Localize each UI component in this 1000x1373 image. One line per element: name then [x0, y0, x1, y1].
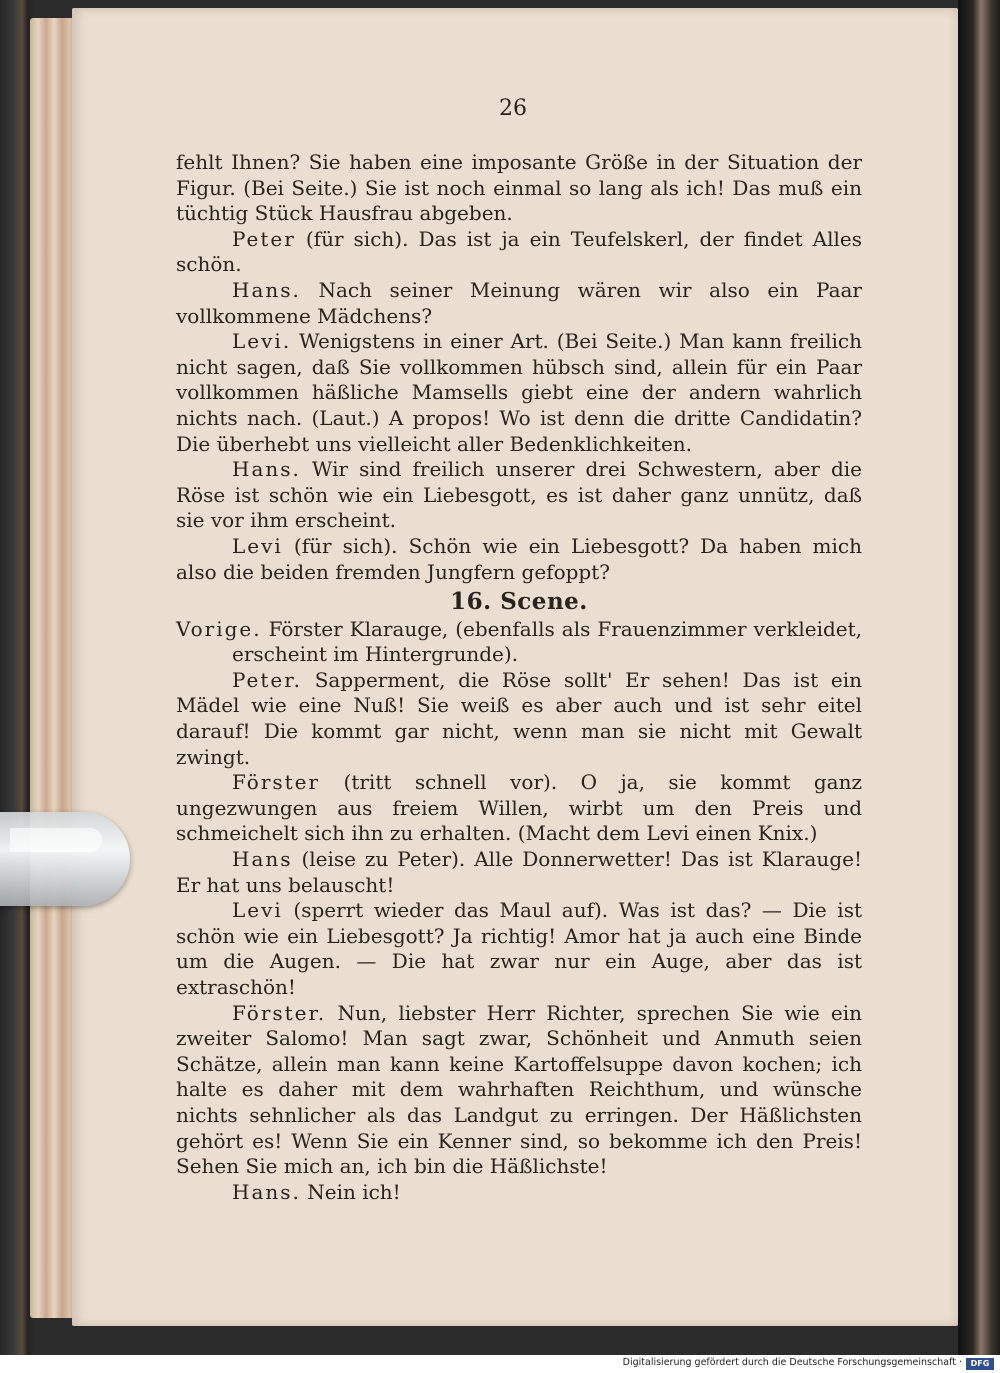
speaker-name: Levi.: [232, 329, 292, 354]
scene-heading: 16. Scene.: [450, 588, 588, 616]
paragraph-text: Wenigstens in einer Art. (Bei Seite.) Man kann freilich nicht sagen, daß Sie vollkommen hübsch sind, allein für ein Paar vollkommen häßliche Mamsells giebt eine der andern wahrlich nichts nach. (Laut.) A propos! Wo ist denn die dritte Candidatin? Die überhebt uns vielleicht aller Bedenklichkeiten.: [176, 329, 862, 456]
paragraph-text: (sperrt wieder das Maul auf). Was ist das? — Die ist schön wie ein Liebesgott? Ja richtig! Amor hat ja auch eine Binde um die Augen. — Die hat zwar nur ein Auge, aber das ist extraschön!: [176, 898, 862, 999]
page-text: [176, 150, 862, 1205]
dfg-logo-icon: DFG: [966, 1358, 994, 1370]
speaker-name: Peter.: [232, 667, 302, 692]
paragraph-6: [176, 668, 862, 770]
paragraph-3: [176, 329, 862, 457]
paragraph-text: fehlt Ihnen? Sie haben eine imposante Größe in der Situation der Figur. (Bei Seite.) Sie ist noch einmal so lang als ich! Das muß ein tüchtig Stück Hausfrau abgeben.: [176, 150, 862, 226]
paragraph-4: [176, 457, 862, 534]
paragraph-text: Nach seiner Meinung wären wir also ein Paar vollkommene Mädchens?: [176, 277, 862, 328]
paragraph-text: (tritt schnell vor). O ja, sie kommt ganz ungezwungen aus freiem Willen, wirbt um den Preis und schmeichelt sich ihn zu erhalten. (Macht dem Levi einen Knix.): [176, 770, 862, 846]
speaker-name: Förster: [232, 770, 321, 795]
paragraph-5: [176, 534, 862, 585]
speaker-name: Peter: [232, 226, 296, 251]
paragraph-text: (für sich). Schön wie ein Liebesgott? Da haben mich also die beiden fremden Jungfern gefoppt?: [176, 533, 862, 584]
speaker-name: Förster.: [232, 1000, 327, 1025]
speaker-name: Hans.: [232, 1179, 301, 1204]
speaker-name: Hans.: [232, 457, 301, 482]
book-page-edges: [30, 18, 76, 1318]
speaker-name: Levi: [232, 533, 283, 558]
paragraph-text: (leise zu Peter). Alle Donnerwetter! Das ist Klarauge! Er hat uns belauscht!: [176, 847, 862, 897]
digitization-credit: Digitalisierung gefördert durch die Deutsche Forschungsgemeinschaft ·: [622, 1357, 962, 1368]
paragraph-1: [176, 227, 862, 278]
paragraph-text: Wir sind freilich unserer drei Schwestern, aber die Röse ist schön wie ein Liebesgott, es ist daher ganz unnütz, daß sie vor ihm erscheint.: [176, 457, 862, 533]
paragraph-text: Nein ich!: [300, 1179, 401, 1204]
paragraph-2: [176, 278, 862, 329]
paragraph-10: [176, 1001, 862, 1180]
paragraph-text: Nun, liebster Herr Richter, sprechen Sie wie ein zweiter Salomo! Man sagt zwar, Schönheit und Anmuth seien Schätze, allein man kann keine Kartoffelsuppe davon kochen; ich halte es daher mit dem wahrhaften Reichthum, und wünsche nichts sehnlicher als das Landgut zu erringen. Der Häßlichsten gehört es! Wenn Sie ein Kenner sind, so bekomme ich den Preis! Sehen Sie mich an, ich bin die Häßlichste!: [176, 1000, 862, 1179]
page-holder-clip: [0, 812, 130, 906]
speaker-name: Hans.: [232, 277, 301, 302]
paragraph-9: [176, 898, 862, 1000]
speaker-name: Hans: [232, 847, 293, 872]
paragraph-8: [176, 847, 862, 898]
paragraph-text: Sapperment, die Röse sollt' Er sehen! Das ist ein Mädel wie eine Nuß! Sie weiß es aber auch und ist sehr eitel darauf! Die kommt gar nicht, wenn man sie nicht mit Gewalt zwingt.: [176, 667, 862, 769]
paragraph-0: [176, 150, 862, 227]
paragraph-text: (für sich). Das ist ja ein Teufelskerl, der findet Alles schön.: [176, 226, 862, 277]
paragraph-7: [176, 770, 862, 847]
paragraph-11: [176, 1180, 862, 1206]
facing-page-edge: [958, 0, 1000, 1355]
stage-direction: [176, 617, 862, 668]
speaker-name: Levi: [232, 898, 283, 923]
page-number: 26: [499, 96, 527, 121]
paragraph-text: Förster Klarauge, (ebenfalls als Frauenzimmer verkleidet, erscheint im Hintergrunde).: [232, 616, 862, 667]
speaker-name: Vorige.: [176, 616, 262, 641]
